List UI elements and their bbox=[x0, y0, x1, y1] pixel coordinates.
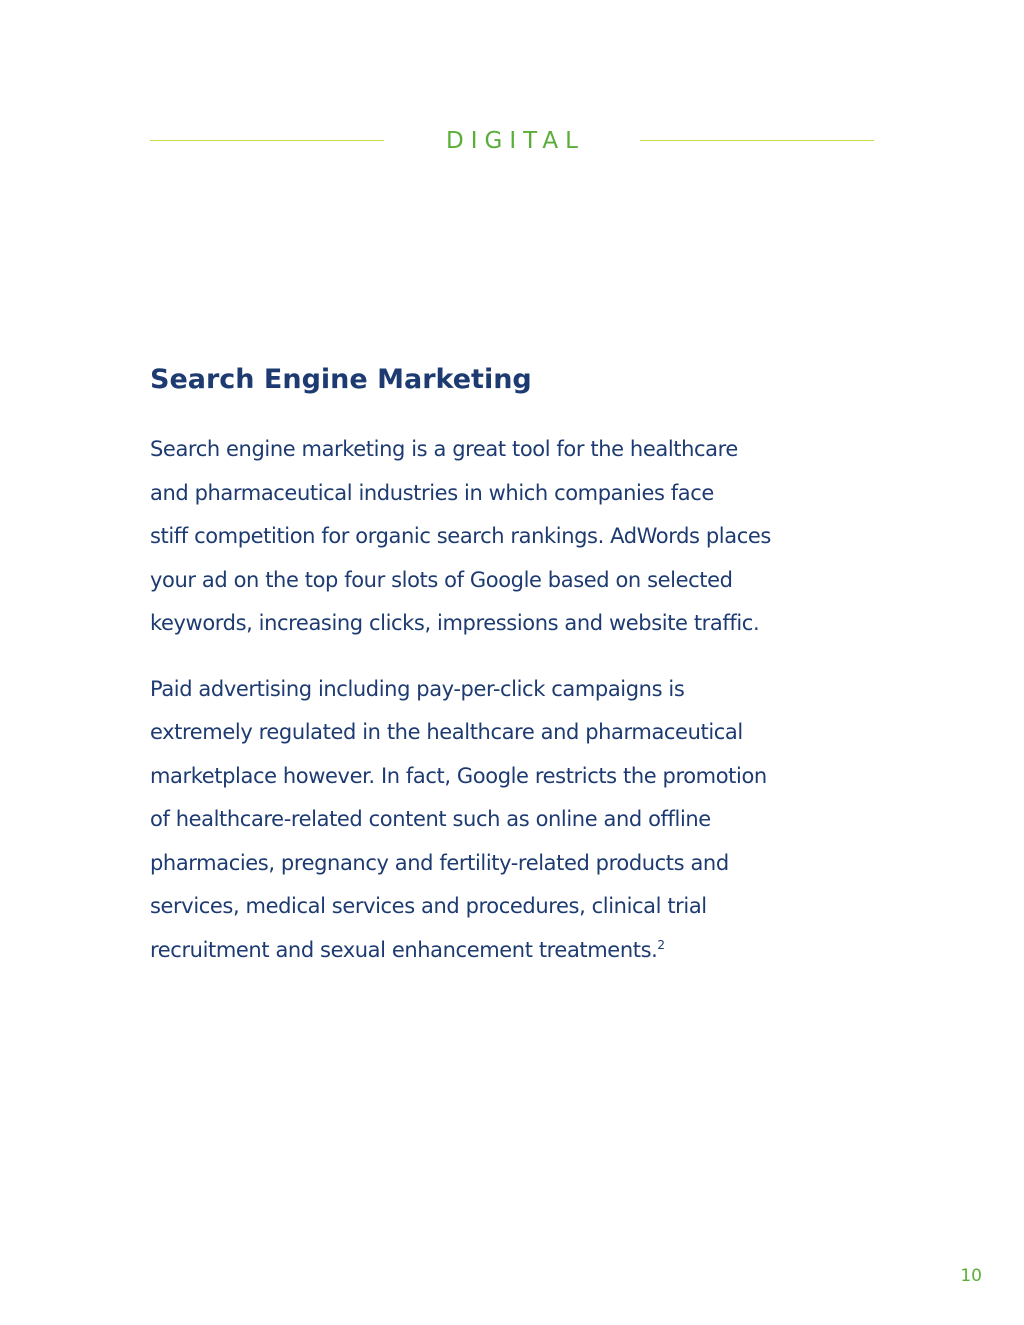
paragraph-line: stiff competition for organic search rankings. AdWords places bbox=[150, 524, 771, 548]
article-heading: Search Engine Marketing bbox=[150, 364, 532, 395]
paragraph-line: pharmacies, pregnancy and fertility-related products and bbox=[150, 850, 729, 875]
paragraph-line-text: recruitment and sexual enhancement treatments. bbox=[150, 937, 658, 962]
paragraph-line: marketplace however. In fact, Google restricts the promotion bbox=[150, 763, 767, 788]
paragraph-line: keywords, increasing clicks, impressions and website traffic. bbox=[150, 611, 760, 635]
paragraph-line: services, medical services and procedures, clinical trial bbox=[150, 894, 707, 918]
paragraph-1 bbox=[150, 428, 890, 646]
header-rule-right bbox=[640, 140, 874, 141]
paragraph-line: Paid advertising including pay-per-click campaigns is bbox=[150, 676, 685, 701]
article-body bbox=[150, 360, 890, 994]
section-label: DIGITAL bbox=[446, 128, 585, 154]
page-number: 10 bbox=[960, 1266, 982, 1286]
footnote-marker[interactable]: 2 bbox=[657, 937, 665, 952]
paragraph-line: and pharmaceutical industries in which companies face bbox=[150, 480, 714, 505]
paragraph-line: extremely regulated in the healthcare and pharmaceutical bbox=[150, 720, 743, 744]
paragraph-line: of healthcare-related content such as online and offline bbox=[150, 807, 711, 831]
paragraph-line-last bbox=[150, 929, 890, 973]
paragraph-line: Search engine marketing is a great tool for the healthcare bbox=[150, 437, 738, 461]
paragraph-line: your ad on the top four slots of Google based on selected bbox=[150, 567, 733, 592]
paragraph-2 bbox=[150, 668, 890, 973]
section-header bbox=[150, 124, 874, 158]
